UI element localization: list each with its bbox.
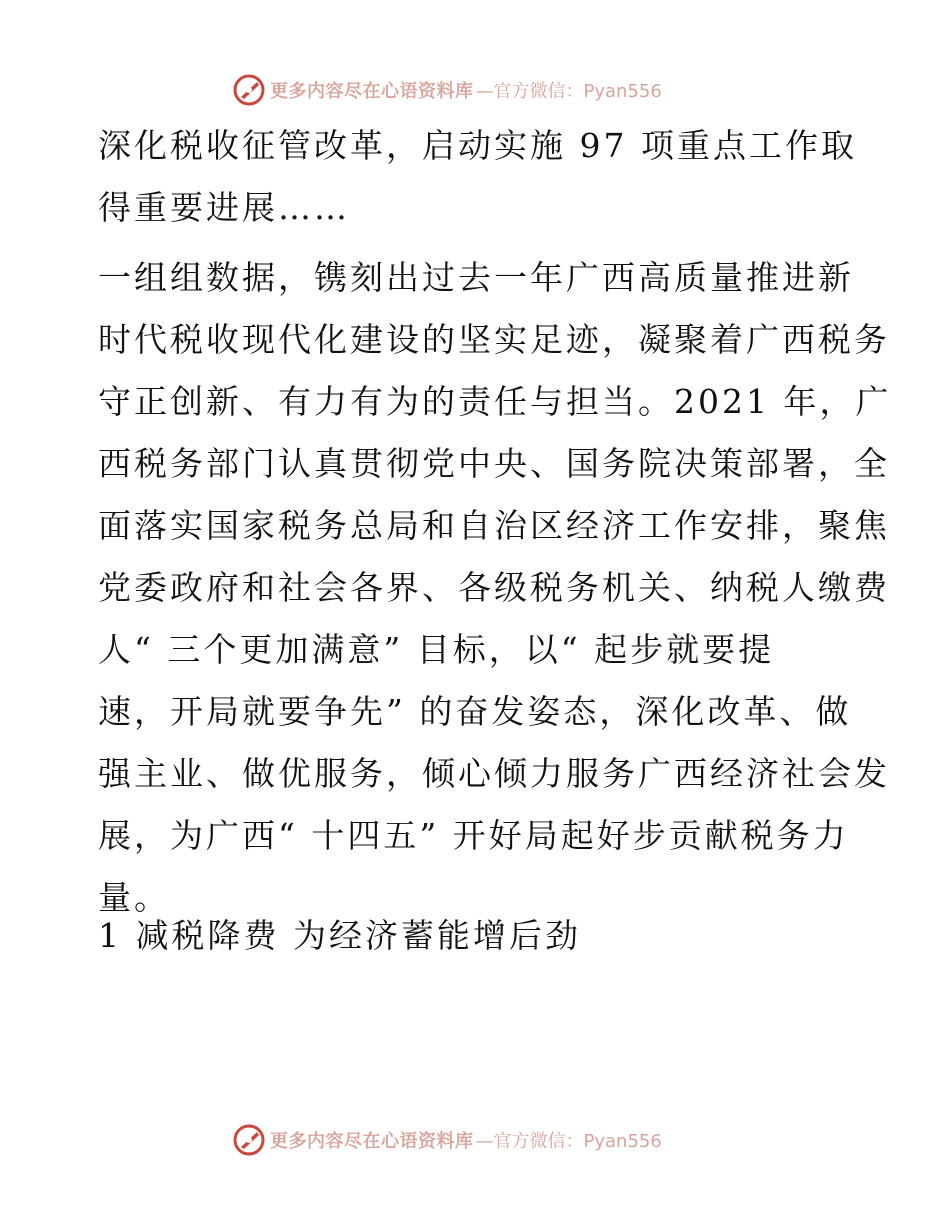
paragraph-line: 展，为广西“ 十四五” 开好局起好步贡献税务力 [98,816,849,855]
paragraph-line: 人“ 三个更加满意” 目标，以“ 起步就要提 [98,630,775,669]
paragraph-line: 强主业、做优服务，倾心倾力服务广西经济社会发 [98,754,890,793]
paragraph-line: 量。 [98,878,170,917]
paragraph-line: 速，开局就要争先” 的奋发姿态，深化改革、做 [98,692,852,731]
paragraph-line: 守正创新、有力有为的责任与担当。2021 年，广 [98,382,892,421]
watermark-banner-top [232,70,732,110]
paragraph-line: 深化税收征管改革，启动实施 97 项重点工作取 [98,126,857,165]
watermark-sub-text: —官方微信：Pyan556 [475,81,662,102]
paragraph-line: 面落实国家税务总局和自治区经济工作安排，聚焦 [98,506,890,545]
paragraph-1 [98,115,858,239]
paragraph-line: 得重要进展…… [98,188,350,227]
watermark-logo-icon [232,1123,266,1157]
watermark-banner-bottom [232,1120,732,1160]
paragraph-line: 党委政府和社会各界、各级税务机关、纳税人缴费 [98,568,890,607]
section-heading-text: 1 减税降费 为经济蓄能增后劲 [98,916,581,955]
watermark-sub-text: —官方微信：Pyan556 [475,1131,662,1152]
paragraph-line: 时代税收现代化建设的坚实足迹，凝聚着广西税务 [98,320,890,359]
watermark-main-text: 更多内容尽在心语资料库 [270,1131,474,1152]
watermark-logo-icon [232,73,266,107]
paragraph-line: 西税务部门认真贯彻党中央、国务院决策部署，全 [98,444,890,483]
paragraph-line: 一组组数据，镌刻出过去一年广西高质量推进新 [98,258,854,297]
watermark-main-text: 更多内容尽在心语资料库 [270,81,474,102]
paragraph-2 [98,247,892,929]
section-heading [98,905,858,967]
